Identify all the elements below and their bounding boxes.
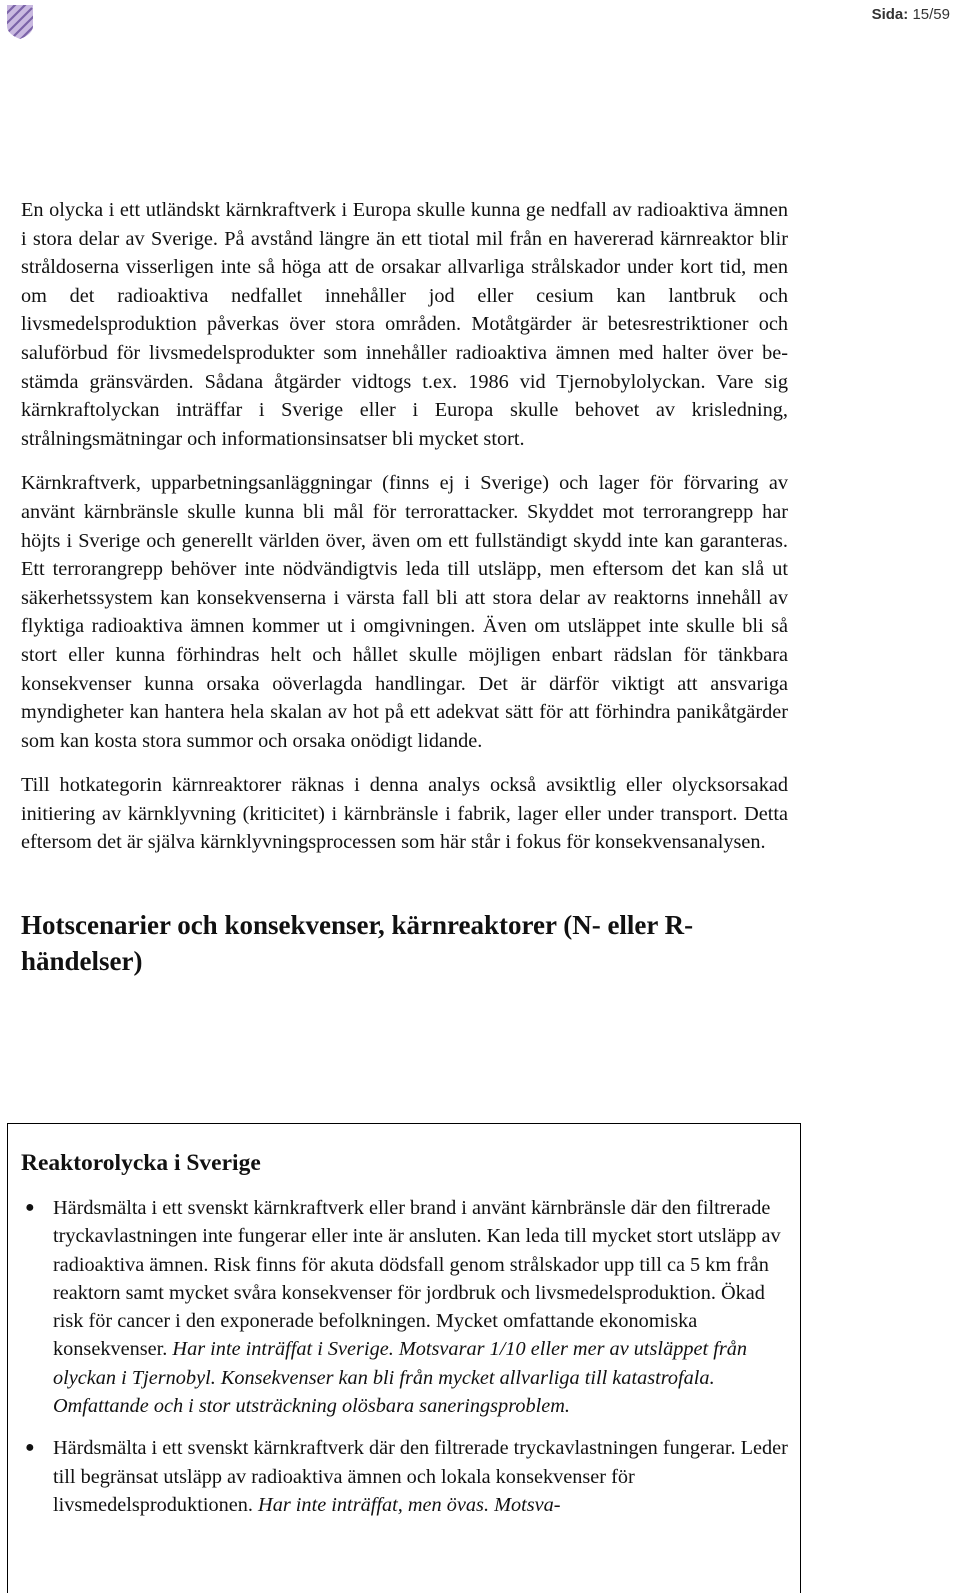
scenario-list (21, 1194, 791, 1533)
scenario-box (7, 1123, 801, 1593)
page-label: Sida: (871, 6, 909, 23)
list-item (21, 1194, 791, 1420)
list-item-text: Härdsmälta i ett svenskt kärnkraftverk där den filtrerade tryckavlastningen fungerar. Leder till begränsat utsläpp av radioaktiva ämnen och lokala konsekvenser för livsmedelsproduktionen. (53, 1437, 788, 1516)
page-number: 15/59 (912, 6, 950, 23)
page-indicator (872, 6, 950, 23)
paragraph-criticality: Till hotkategorin kärnreaktorer räknas i denna analys också avsiktlig eller olycksorsakad initiering av kärnklyvning (kriticitet) i kärnbränsle i fabrik, lager eller under transport. Detta eftersom det är själva kärnklyvningsprocessen som här står i fokus för konsekvensanalysen. (21, 774, 788, 854)
list-item-text: Härdsmälta i ett svenskt kärnkraftverk eller brand i använt kärnbränsle där den filtrerade tryckavlastningen inte fungerar eller inte är ansluten. Kan leda till mycket stort utsläpp av radioaktiva ämnen. Risk finns för akuta dödsfall genom strålskador upp till ca 5 km från reaktorn samt mycket svåra konsekvenser för jordbruk och livsmedelsproduktion. Ökad risk för cancer i den exponerade befolkningen. Mycket omfattande ekonomiska konsekvenser. (53, 1197, 781, 1361)
list-item (21, 1434, 791, 1519)
list-item-italic: Har inte inträffat, men övas. Motsva- (258, 1493, 561, 1516)
paragraph-terror-threat: Kärnkraftverk, upparbetningsanläggningar (finns ej i Sverige) och lager för förvaring av använt kärnbränsle skulle kunna bli mål för terrorattacker. Skyddet mot terrorangrepp har höjts i Sverige och generellt världen över, även om ett fullständigt skydd inte kan garanteras. Ett terrorangrepp behöver inte nödvändigtvis leda till utsläpp, men eftersom det kan slå ut säkerhetssystem kan konsekvenserna i värsta fall bli att stora delar av reaktorns innehåll av flyktiga radioaktiva ämnen kommer ut i omgivningen. Även om utsläppet inte skulle bli så stort eller kunna förhindras helt och hållet skulle möjligen enbart rädslan för tänkbara konsekvenser kunna orsaka oöverlagda handlingar. Det är därför viktigt att ansvariga myndigheter kan hantera hela skalan av hot på ett adekvat sätt för att förhindra panikåtgärder som kan kosta stora summor och orsaka onödigt lidande. (21, 472, 788, 752)
scenario-title: Reaktorolycka i Sverige (21, 1150, 261, 1176)
bullet-icon: ● (25, 1199, 35, 1216)
bullet-icon: ● (25, 1439, 35, 1457)
logo-icon (6, 4, 34, 40)
section-heading: Hotscenarier och konsekvenser, kärnreaktorer (N- eller R-händelser) (21, 910, 694, 977)
list-item-italic: Har inte inträffat i Sverige. Motsvarar 1/10 eller mer av utsläppet från olyckan i Tjernobyl. Konsekvenser kan bli från mycket allvarliga till katastrofala. Omfattande och i stor utsträckning olösbara saneringsproblem. (53, 1338, 748, 1418)
document-body (21, 196, 788, 979)
paragraph-foreign-accident: En olycka i ett utländskt kärnkraftverk i Europa skulle kunna ge nedfall av radioaktiva ämnen i stora delar av Sverige. På avstånd längre än ett tiotal mil från en havererad kärnreaktor blir stråldoserna visserligen inte så höga att de orsakar allvarliga strålskador under kort tid, men om det radioaktiva nedfallet innehåller jod eller cesium kan lantbruk och livsmedelsproduktion påverkas över stora områden. Motåtgärder är betesrestriktioner och saluförbud för livsmedelsprodukter som innehåller radioaktiva ämnen med halter över bestämda gränsvärden. Sådana åtgärder vidtogs t.ex. 1986 vid Tjernobylolyckan. Vare sig kärnkraftolyckan inträffar i Sverige eller i Europa skulle behovet av krisledning, strålningsmätningar och informationsinsatser bli mycket stort. (21, 199, 788, 450)
